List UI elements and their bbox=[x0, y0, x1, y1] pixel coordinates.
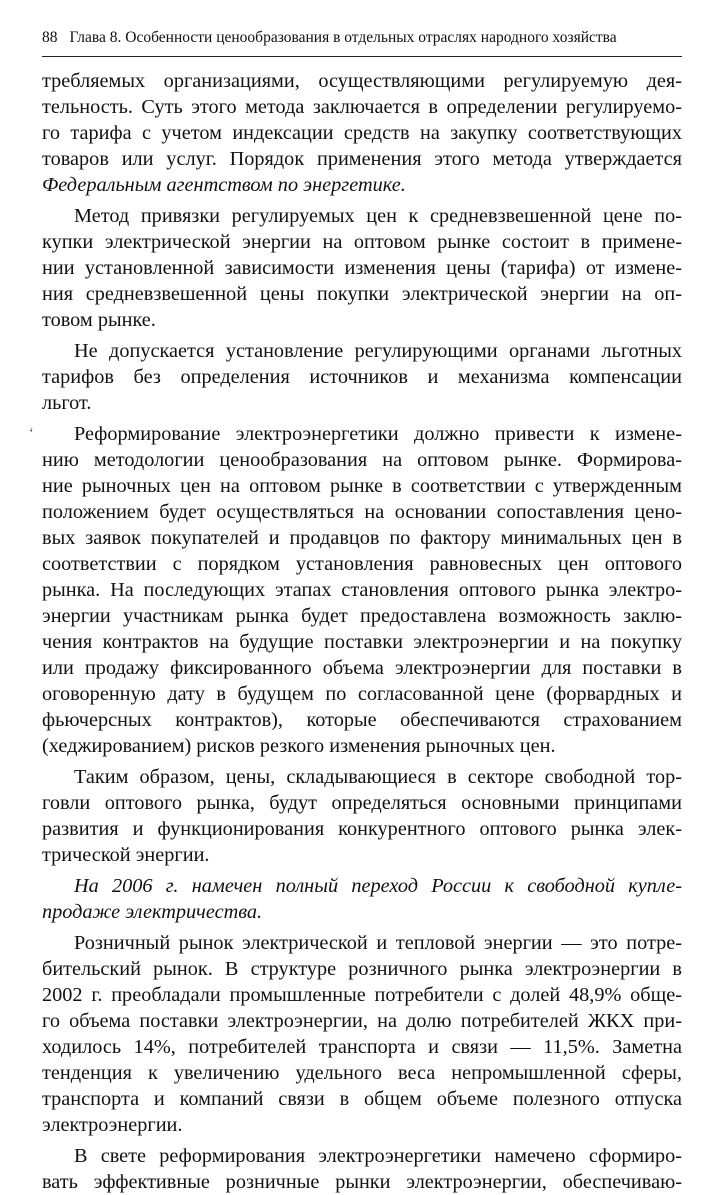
text-line: тельность. Суть этого метода заключается в определении регулируемо- bbox=[42, 96, 682, 118]
text-line: положением будет осуществляться на основании сопоставления цено- bbox=[42, 501, 682, 523]
text-line: Федеральным агентством по энергетике. bbox=[42, 174, 406, 196]
text-line: ходилось 14%, потребителей транспорта и связи — 11,5%. Заметна bbox=[42, 1036, 682, 1058]
text-line: электроэнергии. bbox=[42, 1114, 183, 1136]
text-line: 2002 г. преобладали промышленные потребители с долей 48,9% обще- bbox=[42, 984, 682, 1006]
text-line: соответствии с порядком установления равновесных цен оптового bbox=[42, 553, 682, 575]
text-line: Не допускается установление регулирующими органами льготных bbox=[74, 340, 682, 362]
text-line: рынка. На последующих этапах становления оптового рынка электро- bbox=[42, 579, 682, 601]
text-line: го объема поставки электроэнергии, на долю потребителей ЖКХ при- bbox=[42, 1010, 682, 1032]
text-line: энергии участникам рынка будет предоставлена возможность заклю- bbox=[42, 605, 682, 627]
paragraph bbox=[42, 930, 682, 1138]
text-line: го тарифа с учетом индексации средств на закупку соответствующих bbox=[42, 122, 682, 144]
paragraph bbox=[42, 203, 682, 333]
text-line: Реформирование электроэнергетики должно привести к измене- bbox=[74, 423, 682, 445]
text-line: товаров или услуг. Порядок применения этого метода утверждается bbox=[42, 148, 682, 170]
text-line: говли оптового рынка, будут определяться основными принципами bbox=[42, 792, 682, 814]
text-line: нию методологии ценообразования на оптовом рынке. Формирова- bbox=[42, 449, 682, 471]
margin-mark: ‘ bbox=[29, 426, 34, 441]
body-text bbox=[42, 68, 682, 1195]
text-line: развития и функционирования конкурентного оптового рынка элек- bbox=[42, 818, 682, 840]
text-line: бительский рынок. В структуре розничного рынка электроэнергии в bbox=[42, 958, 682, 980]
text-line: Метод привязки регулируемых цен к средневзвешенной цене по- bbox=[74, 205, 682, 227]
text-line: продаже электричества. bbox=[42, 901, 263, 923]
paragraph bbox=[42, 764, 682, 868]
text-line: Розничный рынок электрической и тепловой энергии — это потре- bbox=[74, 932, 682, 954]
text-line: оговоренную дату в будущем по согласованной цене (форвардных и bbox=[42, 683, 682, 705]
paragraph bbox=[42, 873, 682, 925]
text-line: В свете реформирования электроэнергетики намечено сформиро- bbox=[74, 1145, 682, 1167]
paragraph bbox=[42, 1143, 682, 1195]
paragraph bbox=[42, 68, 682, 198]
text-line: ния средневзвешенной цены покупки электрической энергии на оп- bbox=[42, 283, 682, 305]
text-line: требляемых организациями, осуществляющими регулируемую дея- bbox=[42, 70, 682, 92]
text-line: чения контрактов на будущие поставки электроэнергии и на покупку bbox=[42, 631, 682, 653]
text-line: фьючерсных контрактов), которые обеспечиваются страхованием bbox=[42, 709, 682, 731]
text-line: На 2006 г. намечен полный переход России к свободной купле- bbox=[74, 875, 682, 897]
running-header bbox=[42, 26, 682, 57]
text-line: вых заявок покупателей и продавцов по фактору минимальных цен в bbox=[42, 527, 682, 549]
text-line: вать эффективные розничные рынки электроэнергии, обеспечиваю- bbox=[42, 1171, 682, 1193]
chapter-title: Глава 8. Особенности ценообразования в отдельных отраслях народного хозяйства bbox=[69, 29, 617, 46]
text-line: нии установленной зависимости изменения цены (тарифа) от измене- bbox=[42, 257, 682, 279]
page-number: 88 bbox=[42, 29, 58, 46]
text-line: (хеджированием) рисков резкого изменения рыночных цен. bbox=[42, 735, 556, 757]
text-line: купки электрической энергии на оптовом рынке состоит в примене- bbox=[42, 231, 682, 253]
text-line: Таким образом, цены, складывающиеся в секторе свободной тор- bbox=[74, 766, 682, 788]
text-line: транспорта и компаний связи в общем объеме полезного отпуска bbox=[42, 1088, 682, 1110]
text-line: трической энергии. bbox=[42, 844, 210, 866]
text-line: тенденция к увеличению удельного веса непромышленной сферы, bbox=[42, 1062, 682, 1084]
paragraph bbox=[42, 338, 682, 416]
paragraph bbox=[42, 421, 682, 759]
text-line: льгот. bbox=[42, 392, 92, 414]
text-line: ние рыночных цен на оптовом рынке в соответствии с утвержденным bbox=[42, 475, 682, 497]
text-line: тарифов без определения источников и механизма компенсации bbox=[42, 366, 682, 388]
text-line: или продажу фиксированного объема электроэнергии для поставки в bbox=[42, 657, 682, 679]
text-line: товом рынке. bbox=[42, 309, 156, 331]
